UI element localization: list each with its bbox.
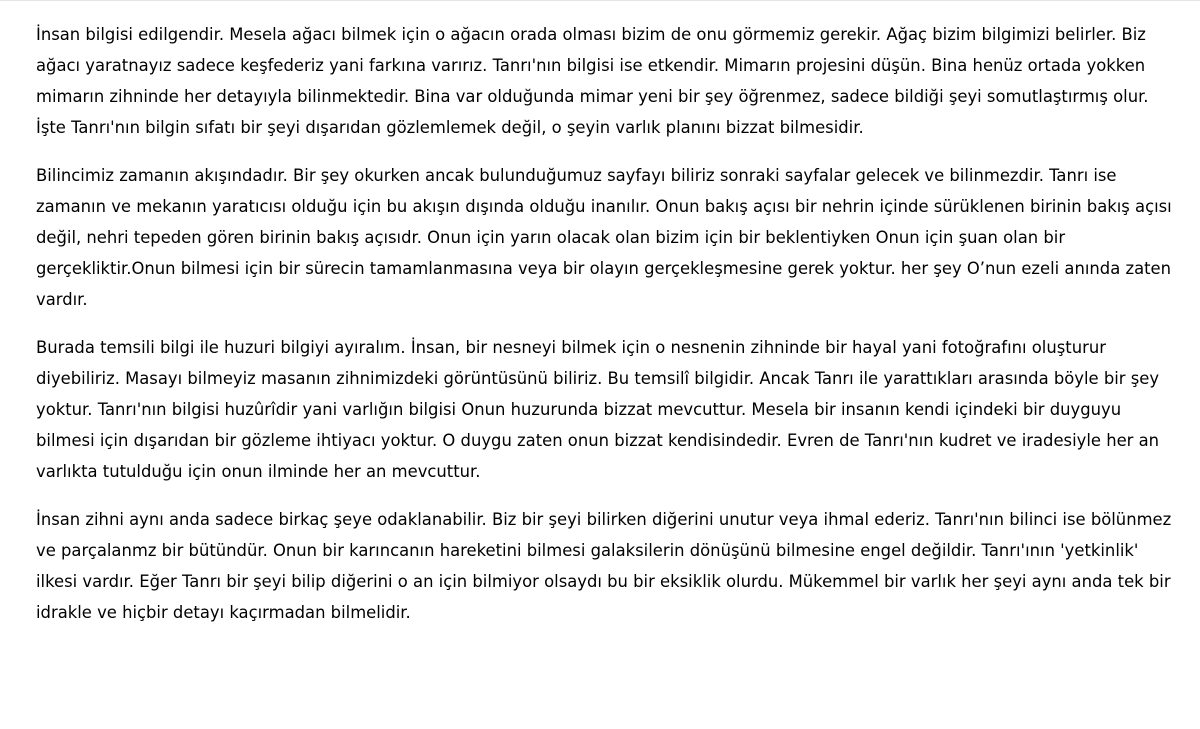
paragraph-2[interactable]: Bilincimiz zamanın akışındadır. Bir şey okurken ancak bulunduğumuz sayfayı biliriz sonraki sayfalar gelecek ve bilinmezdir. Tanrı ise zamanın ve mekanın yaratıcısı olduğu için bu akışın dışında olduğu inanılır. Onun bakış açısı bir nehrin içinde sürüklenen birinin bakış açısı değil, nehri tepeden gören birinin bakış açısıdr. Onun için yarın olacak olan bizim için bir beklentiyken Onun için şuan olan bir gerçekliktir.Onun bilmesi için bir sürecin tamamlanmasına veya bir olayın gerçekleşmesine gerek yoktur. her şey O’nun ezeli anında zaten vardır. bbox=[36, 166, 1172, 309]
paragraph-1[interactable]: İnsan bilgisi edilgendir. Mesela ağacı bilmek için o ağacın orada olması bizim de onu görmemiz gerekir. Ağaç bizim bilgimizi belirler. Biz ağacı yaratnayız sadece keşfederiz yani farkına varırız. Tanrı'nın bilgisi ise etkendir. Mimarın projesini düşün. Bina henüz ortada yokken mimarın zihninde her detayıyla bilinmektedir. Bina var olduğunda mimar yeni bir şey öğrenmez, sadece bildiği şeyi somutlaştırmış olur. İşte Tanrı'nın bilgin sıfatı bir şeyi dışarıdan gözlemlemek değil, o şeyin varlık planını bizzat bilmesidir. bbox=[36, 25, 1149, 137]
paragraph-4[interactable]: İnsan zihni aynı anda sadece birkaç şeye odaklanabilir. Biz bir şeyi bilirken diğerini unutur veya ihmal ederiz. Tanrı'nın bilinci ise bölünmez ve parçalanmz bir bütündür. Onun bir karıncanın hareketini bilmesi galaksilerin dönüşünü bilmesine engel değildir. Tanrı'ının 'yetkinlik' ilkesi vardır. Eğer Tanrı bir şeyi bilip diğerini o an için bilmiyor olsaydı bu bir eksiklik olurdu. Mükemmel bir varlık her şeyi aynı anda tek bir idrakle ve hiçbir detayı kaçırmadan bilmelidir. bbox=[36, 510, 1172, 622]
document-body[interactable] bbox=[36, 19, 1172, 645]
paragraph-3[interactable]: Burada temsili bilgi ile huzuri bilgiyi ayıralım. İnsan, bir nesneyi bilmek için o nesnenin zihninde bir hayal yani fotoğrafını oluşturur diyebiliriz. Masayı bilmeyiz masanın zihnimizdeki görüntüsünü biliriz. Bu temsilî bilgidir. Ancak Tanrı ile yarattıkları arasında böyle bir şey yoktur. Tanrı'nın bilgisi huzûrîdir yani varlığın bilgisi Onun huzurunda bizzat mevcuttur. Mesela bir insanın kendi içindeki bir duyguyu bilmesi için dışarıdan bir gözleme ihtiyacı yoktur. O duygu zaten onun bizzat kendisindedir. Evren de Tanrı'nın kudret ve iradesiyle her an varlıkta tutulduğu için onun ilminde her an mevcuttur. bbox=[36, 338, 1160, 481]
